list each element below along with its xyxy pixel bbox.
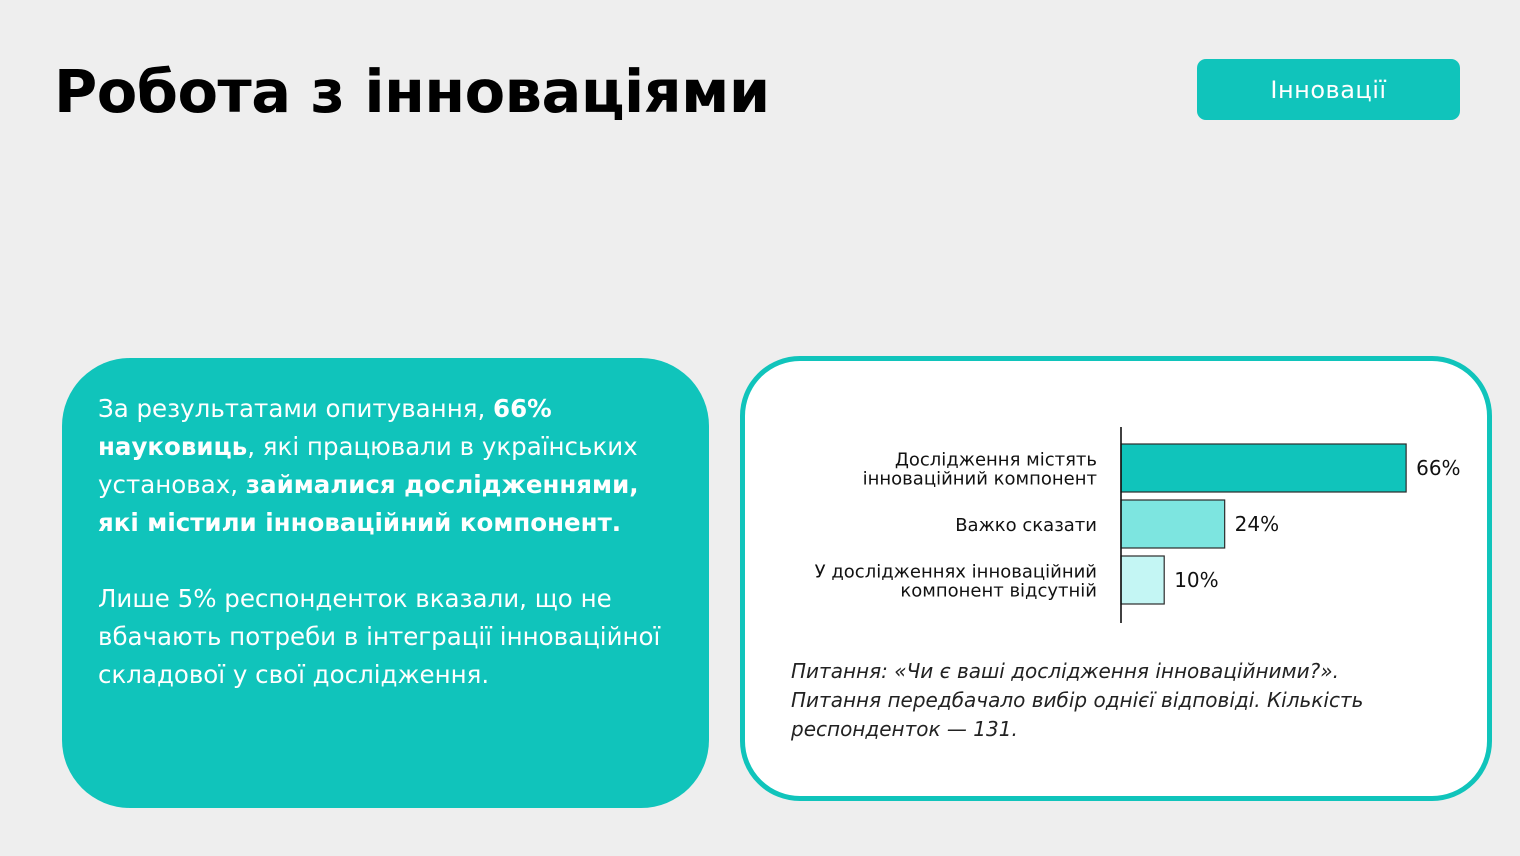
summary-paragraph-main [98,390,679,542]
page-title: Робота з інноваціями [54,57,770,126]
chart-note: Питання: «Чи є ваші дослідження інноваційними?». Питання передбачало вибір однієї відповіді. Кількість респонденток — 131. [791,659,1364,741]
summary-paragraph-secondary: Лише 5% респонденток вказали, що не вбачають потреби в інтеграції інноваційної складової у свої дослідження. [98,584,661,689]
bar-value-label: 10% [1174,568,1219,592]
bar-value-label: 66% [1416,456,1461,480]
bar-value-label: 24% [1234,512,1280,536]
bar [1121,556,1164,604]
category-label-line: інноваційний компонент [862,468,1097,490]
summary-highlight: займалися дослідженнями, які містили інноваційний компонент. [98,470,639,537]
category-label-line: Важко сказати [955,515,1097,536]
bar [1121,500,1225,548]
category-label-line: Дослідження містять [894,449,1097,471]
category-label [815,562,1097,602]
section-tag: Інновації [1197,59,1460,120]
summary-text: , які працювали в українських установах, [98,432,638,499]
summary-card [62,358,709,808]
chart-card [740,356,1492,801]
category-label-line: компонент відсутній [900,580,1097,602]
category-label [863,450,1097,490]
bar [1121,444,1406,492]
category-label [955,515,1097,536]
summary-text: За результатами опитування, [98,394,494,423]
category-label-line: У дослідженнях інноваційний [814,561,1097,583]
summary-highlight: 66% науковиць [98,394,552,461]
